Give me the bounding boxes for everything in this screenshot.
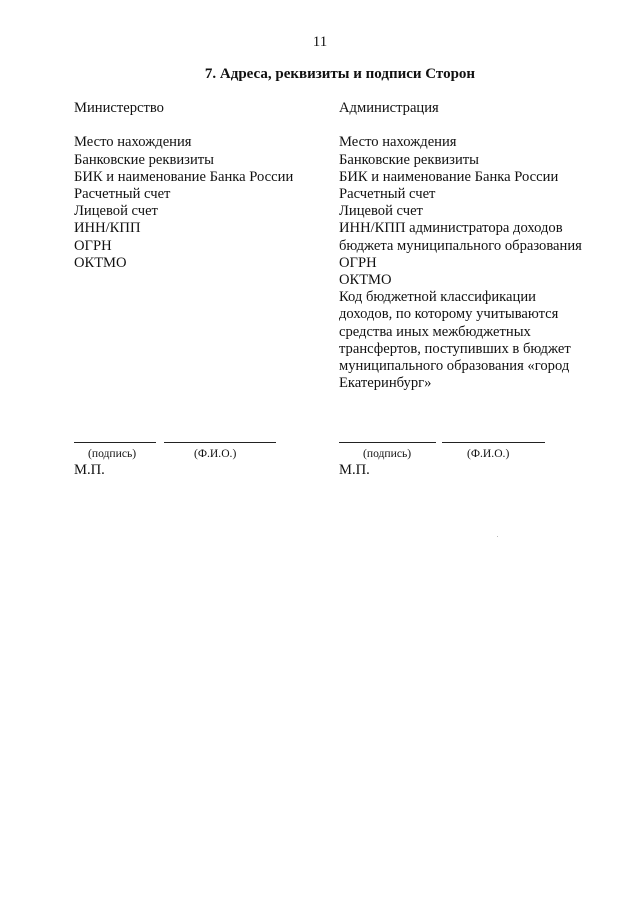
- seal-mark-administration: М.П.: [339, 462, 370, 478]
- requisite-field: Лицевой счет: [339, 203, 423, 220]
- requisite-field: муниципального образования «город: [339, 358, 570, 375]
- name-caption-administration: (Ф.И.О.): [467, 447, 510, 460]
- requisite-field: бюджета муниципального образования: [339, 237, 582, 254]
- requisite-field: ОКТМО: [74, 254, 127, 271]
- signature-caption-ministry: (подпись): [88, 447, 137, 460]
- requisite-field: БИК и наименование Банка России: [339, 168, 559, 185]
- requisite-field: ОГРН: [74, 237, 112, 254]
- signature-caption-administration: (подпись): [363, 447, 412, 460]
- requisite-field: Банковские реквизиты: [74, 151, 214, 168]
- signature-line-ministry: [74, 442, 156, 443]
- name-line-administration: [442, 442, 545, 443]
- party-column-ministry: [74, 100, 324, 272]
- requisite-field: Расчетный счет: [339, 186, 436, 202]
- party-name-ministry: Министерство: [74, 100, 164, 116]
- requisite-field: ОКТМО: [339, 272, 392, 289]
- requisite-field: средства иных межбюджетных: [339, 323, 531, 340]
- scan-speck: [497, 536, 498, 537]
- requisite-field: Место нахождения: [74, 134, 192, 151]
- signature-line-administration: [339, 442, 436, 443]
- name-caption-ministry: (Ф.И.О.): [194, 447, 237, 460]
- requisite-field: трансфертов, поступивших в бюджет: [339, 340, 571, 357]
- party-column-administration: [339, 100, 604, 392]
- requisite-field: Место нахождения: [339, 134, 457, 151]
- page-number: 11: [312, 34, 328, 50]
- requisite-field: Банковские реквизиты: [339, 151, 479, 168]
- requisite-field: Код бюджетной классификации: [339, 289, 536, 306]
- requisite-field: ОГРН: [339, 254, 377, 271]
- seal-mark-ministry: М.П.: [74, 462, 105, 478]
- requisites-list-administration: [339, 134, 604, 392]
- section-title: 7. Адреса, реквизиты и подписи Сторон: [204, 66, 476, 82]
- requisite-field: Екатеринбург»: [339, 375, 432, 392]
- party-name-administration: Администрация: [339, 100, 439, 116]
- requisite-field: БИК и наименование Банка России: [74, 168, 294, 185]
- requisites-list-ministry: [74, 134, 324, 272]
- requisite-field: ИНН/КПП: [74, 220, 141, 237]
- requisite-field: Лицевой счет: [74, 203, 158, 220]
- requisite-field: ИНН/КПП администратора доходов: [339, 220, 563, 237]
- name-line-ministry: [164, 442, 276, 443]
- requisite-field: Расчетный счет: [74, 186, 171, 202]
- requisite-field: доходов, по которому учитываются: [339, 306, 559, 323]
